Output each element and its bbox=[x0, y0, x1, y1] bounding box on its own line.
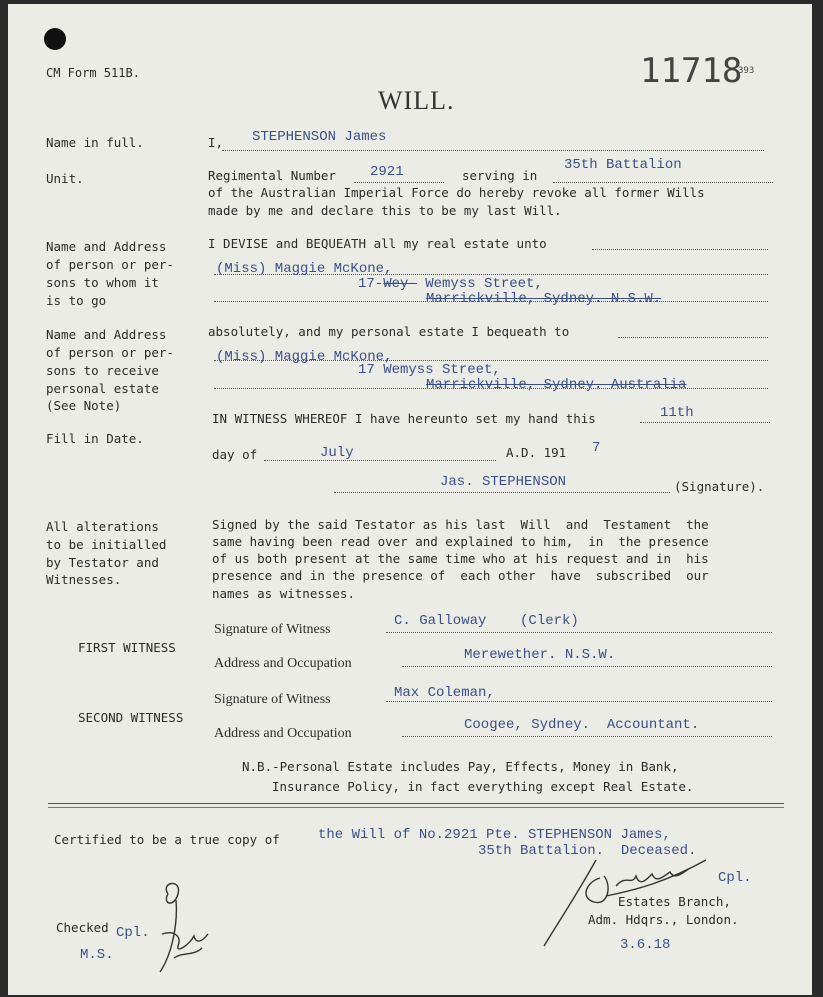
page-title: WILL. bbox=[378, 86, 455, 115]
label-fill-date: Fill in Date. bbox=[46, 431, 144, 446]
devise-text: I DEVISE and BEQUEATH all my real estate unto bbox=[208, 236, 547, 251]
serving-label: serving in bbox=[462, 168, 538, 183]
struck-text: Wey- bbox=[383, 276, 417, 292]
personal-line-1 bbox=[214, 360, 768, 361]
first-witness-address-label: Address and Occupation bbox=[214, 656, 352, 671]
attestation-line-5: names as witnesses. bbox=[212, 586, 355, 601]
second-witness-address-label: Address and Occupation bbox=[214, 726, 352, 741]
certifier-rank: Cpl. bbox=[718, 870, 752, 886]
second-witness-signature-label: Signature of Witness bbox=[214, 692, 331, 707]
unit-value: 35th Battalion bbox=[564, 157, 682, 173]
label-unit: Unit. bbox=[46, 171, 84, 186]
real-estate-beneficiary: (Miss) Maggie McKone, bbox=[216, 261, 393, 277]
label-personal-1: Name and Address bbox=[46, 327, 167, 342]
signature-line bbox=[334, 492, 670, 493]
form-id: CM Form 511B. bbox=[46, 66, 140, 80]
personal-address-1: 17 Wemyss Street, bbox=[358, 362, 501, 378]
label-name-in-full: Name in full. bbox=[46, 135, 144, 150]
personal-estate-line bbox=[618, 337, 768, 338]
document-number-suffix: 393 bbox=[738, 66, 755, 76]
first-witness-address-line bbox=[402, 666, 772, 667]
testator-name: STEPHENSON James bbox=[252, 129, 387, 145]
attestation-line-2: same having been read over and explained to him, in the presence bbox=[212, 534, 709, 549]
label-real-estate-4: is to go bbox=[46, 293, 107, 308]
label-real-estate-2: of person or per- bbox=[46, 257, 174, 272]
label-first-witness: FIRST WITNESS bbox=[78, 640, 176, 655]
certified-line-2: 35th Battalion. Deceased. bbox=[478, 843, 697, 859]
certified-line-1: the Will of No.2921 Pte. STEPHENSON James, bbox=[318, 827, 671, 843]
first-witness-address: Merewether. N.S.W. bbox=[464, 647, 616, 663]
first-witness-signature-line bbox=[386, 632, 772, 633]
certified-prefix: Certified to be a true copy of bbox=[54, 832, 280, 847]
label-alterations-2: to be initialled bbox=[46, 537, 167, 552]
year-digit: 7 bbox=[592, 440, 601, 456]
divider-top bbox=[48, 803, 784, 804]
testator-signature: Jas. STEPHENSON bbox=[440, 474, 567, 490]
document-number: 11718 bbox=[640, 51, 743, 91]
second-witness-signature: Max Coleman, bbox=[394, 685, 495, 701]
personal-estate-beneficiary: (Miss) Maggie McKone, bbox=[216, 349, 393, 365]
force-line-2: made by me and declare this to be my last Will. bbox=[208, 203, 562, 218]
real-estate-address-1: 17-Wey- Wemyss Street, bbox=[358, 276, 543, 292]
day-of-label: day of bbox=[212, 447, 258, 462]
i-prefix: I, bbox=[208, 135, 224, 150]
label-real-estate-3: sons to whom it bbox=[46, 275, 159, 290]
ms-initials: M.S. bbox=[80, 947, 114, 963]
estates-branch: Estates Branch, bbox=[618, 894, 731, 909]
unit-line bbox=[553, 182, 773, 183]
certification-date: 3.6.18 bbox=[620, 937, 671, 953]
personal-estate-text: absolutely, and my personal estate I bequeath to bbox=[208, 324, 570, 339]
ad-label: A.D. 191 bbox=[506, 445, 567, 460]
devise-line bbox=[592, 249, 768, 250]
label-personal-5: (See Note) bbox=[46, 398, 122, 413]
label-alterations-1: All alterations bbox=[46, 519, 159, 534]
signature-label: (Signature). bbox=[674, 479, 765, 494]
regimental-line bbox=[354, 182, 444, 183]
real-estate-address-2: Marrickville, Sydney. N.S.W. bbox=[426, 291, 662, 307]
punch-hole bbox=[44, 28, 66, 50]
personal-address-2: Marrickville, Sydney. Australia bbox=[426, 377, 687, 393]
second-witness-signature-line bbox=[386, 701, 772, 702]
label-real-estate-1: Name and Address bbox=[46, 239, 167, 254]
estates-address: Adm. Hdqrs., London. bbox=[588, 912, 739, 927]
note-line-1: N.B.-Personal Estate includes Pay, Effects, Money in Bank, bbox=[242, 759, 679, 774]
first-witness-signature-label: Signature of Witness bbox=[214, 622, 331, 637]
second-witness-address: Coogee, Sydney. Accountant. bbox=[464, 717, 700, 733]
force-line-1: of the Australian Imperial Force do hereby revoke all former Wills bbox=[208, 185, 705, 200]
checker-signature bbox=[138, 874, 228, 984]
month-line bbox=[264, 460, 496, 461]
will-document bbox=[8, 4, 812, 995]
label-alterations-4: Witnesses. bbox=[46, 572, 122, 587]
first-witness-signature: C. Galloway (Clerk) bbox=[394, 613, 579, 629]
divider-bottom bbox=[48, 807, 784, 808]
second-witness-address-line bbox=[402, 736, 772, 737]
day-line bbox=[640, 422, 770, 423]
attestation-line-3: of us both present at the same time who at his request and in his bbox=[212, 551, 709, 566]
checked-label: Checked bbox=[56, 920, 109, 935]
real-estate-line-1 bbox=[214, 274, 768, 275]
label-alterations-3: by Testator and bbox=[46, 555, 159, 570]
certifier-signature bbox=[536, 846, 716, 956]
regimental-label: Regimental Number bbox=[208, 168, 336, 183]
month-value: July bbox=[320, 445, 354, 461]
regimental-number: 2921 bbox=[370, 164, 404, 180]
day-value: 11th bbox=[660, 405, 694, 421]
label-personal-2: of person or per- bbox=[46, 345, 174, 360]
label-personal-4: personal estate bbox=[46, 381, 159, 396]
attestation-line-4: presence and in the presence of each other have subscribed our bbox=[212, 568, 709, 583]
label-second-witness: SECOND WITNESS bbox=[78, 710, 184, 725]
witness-whereof-text: IN WITNESS WHEREOF I have hereunto set my hand this bbox=[212, 411, 596, 426]
name-line bbox=[222, 150, 764, 151]
label-personal-3: sons to receive bbox=[46, 363, 159, 378]
checked-rank: Cpl. bbox=[116, 925, 150, 941]
attestation-line-1: Signed by the said Testator as his last Will and Testament the bbox=[212, 517, 709, 532]
note-line-2: Insurance Policy, in fact everything except Real Estate. bbox=[272, 779, 694, 794]
